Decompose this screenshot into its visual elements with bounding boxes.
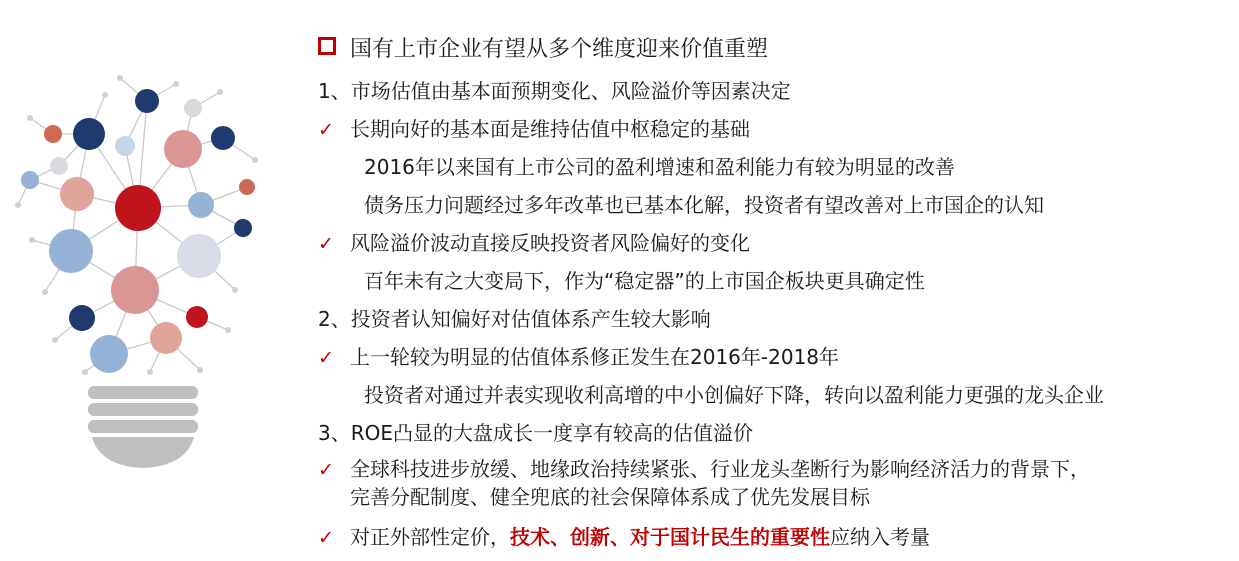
check-item-3: [318, 344, 839, 371]
heading-1: 1、市场估值由基本面预期变化、风险溢价等因素决定: [318, 79, 791, 103]
page-title-row: [318, 35, 768, 65]
check-item-4-text: 全球科技进步放缓、地缘政治持续紧张、行业龙头垄断行为影响经济活力的背景下，: [350, 457, 1090, 481]
check-item-1: [318, 116, 750, 143]
heading-3: 3、ROE凸显的大盘成长一度享有较高的估值溢价: [318, 421, 753, 445]
content-panel: [300, 0, 1239, 561]
check-item-4: [318, 456, 1090, 483]
square-bullet-icon: [318, 37, 336, 55]
sub-item-3: 百年未有之大变局下，作为“稳定器”的上市国企板块更具确定性: [364, 269, 925, 293]
highlighted-text: 技术、创新、对于国计民生的重要性: [510, 525, 830, 549]
check-item-5-text-b: 应纳入考量: [830, 525, 930, 549]
sub-item-1: 2016年以来国有上市公司的盈利增速和盈利能力有较为明显的改善: [364, 155, 955, 179]
check-icon: ✓: [318, 459, 334, 481]
check-item-3-text: 上一轮较为明显的估值体系修正发生在2016年-2018年: [350, 345, 840, 369]
heading-2: 2、投资者认知偏好对估值体系产生较大影响: [318, 307, 711, 331]
check-icon: ✓: [318, 119, 334, 141]
sub-item-2: 债务压力问题经过多年改革也已基本化解，投资者有望改善对上市国企的认知: [364, 193, 1044, 217]
check-item-4-continued: 完善分配制度、健全兜底的社会保障体系成了优先发展目标: [350, 485, 870, 509]
check-item-5-text-a: 对正外部性定价，: [350, 525, 510, 549]
check-item-1-text: 长期向好的基本面是维持估值中枢稳定的基础: [350, 117, 750, 141]
check-icon: ✓: [318, 347, 334, 369]
lightbulb-network-icon: [0, 0, 300, 561]
check-icon: ✓: [318, 527, 334, 549]
check-item-5: [318, 524, 930, 551]
check-item-2-text: 风险溢价波动直接反映投资者风险偏好的变化: [350, 231, 750, 255]
page-title: 国有上市企业有望从多个维度迎来价值重塑: [350, 37, 769, 62]
check-item-2: [318, 230, 750, 257]
check-icon: ✓: [318, 233, 334, 255]
sub-item-4: 投资者对通过并表实现收利高增的中小创偏好下降，转向以盈利能力更强的龙头企业: [364, 383, 1104, 407]
